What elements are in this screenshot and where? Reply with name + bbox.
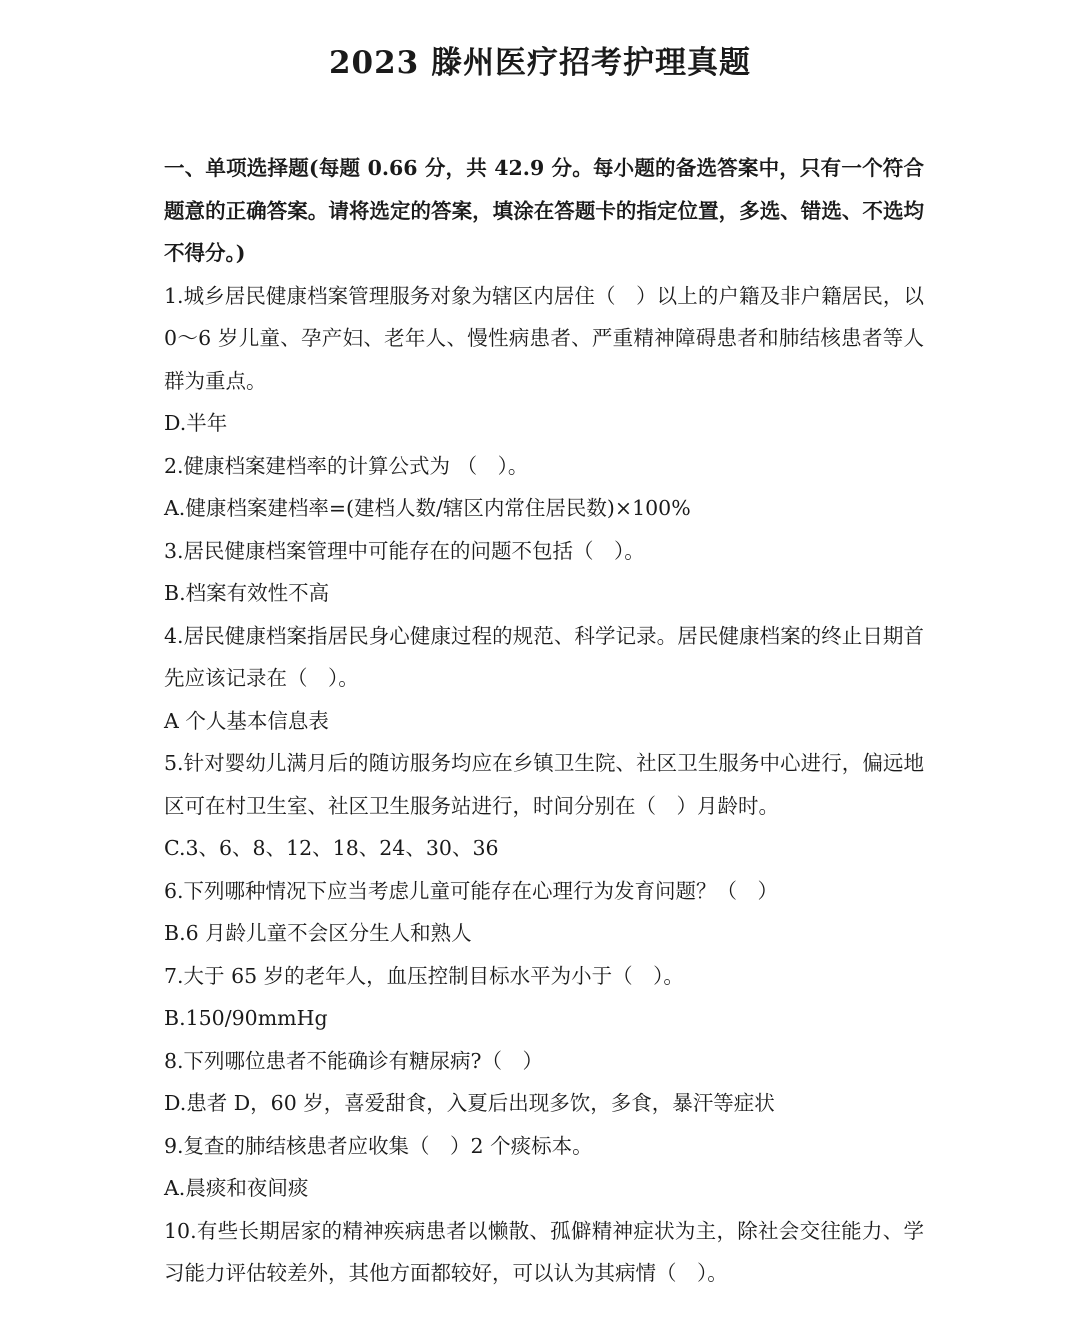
section-heading: 一、单项选择题(每题 0.66 分，共 42.9 分。每小题的备选答案中，只有一个符合题意的正确答案。请将选定的答案，填涂在答题卡的指定位置，多选、错选、不选均不得分。) [164,156,924,265]
question-8: 8.下列哪位患者不能确诊有糖尿病?（ ） [164,1048,544,1073]
question-6: 6.下列哪种情况下应当考虑儿童可能存在心理行为发育问题？（ ） [164,878,779,903]
answer-5: C.3、6、8、12、18、24、30、36 [164,836,499,860]
question-1: 1.城乡居民健康档案管理服务对象为辖区内居住（ ）以上的户籍及非户籍居民，以 0～6 岁儿童、孕产妇、老年人、慢性病患者、严重精神障碍患者和肺结核患者等人群为重点。 [164,283,924,393]
answer-9: A.晨痰和夜间痰 [164,1176,309,1200]
question-10: 10.有些长期居家的精神疾病患者以懒散、孤僻精神症状为主，除社会交往能力、学习能力评估较差外，其他方面都较好，可以认为其病情（ ）。 [164,1218,924,1285]
question-5: 5.针对婴幼儿满月后的随访服务均应在乡镇卫生院、社区卫生服务中心进行，偏远地区可在村卫生室、社区卫生服务站进行，时间分别在（ ）月龄时。 [164,751,924,818]
answer-6: B.6 月龄儿童不会区分生人和熟人 [164,921,472,945]
answer-8: D.患者 D，60 岁，喜爱甜食，入夏后出现多饮，多食，暴汗等症状 [164,1091,775,1115]
document-body [164,147,924,1295]
question-2: 2.健康档案建档率的计算公式为 （ ）。 [164,453,529,478]
question-9: 9.复查的肺结核患者应收集（ ）2 个痰标本。 [164,1133,593,1158]
question-4: 4.居民健康档案指居民身心健康过程的规范、科学记录。居民健康档案的终止日期首先应该记录在（ ）。 [164,623,924,690]
answer-4: A 个人基本信息表 [164,708,329,733]
answer-1: D.半年 [164,411,228,435]
page-title: 2023 滕州医疗招考护理真题 [328,45,752,81]
question-3: 3.居民健康档案管理中可能存在的问题不包括（ ）。 [164,538,645,563]
answer-3: B.档案有效性不高 [164,581,330,605]
answer-7: B.150/90mmHg [164,1006,328,1030]
answer-2: A.健康档案建档率=(建档人数/辖区内常住居民数)×100% [164,496,691,520]
question-7: 7.大于 65 岁的老年人，血压控制目标水平为小于（ ）。 [164,963,684,988]
